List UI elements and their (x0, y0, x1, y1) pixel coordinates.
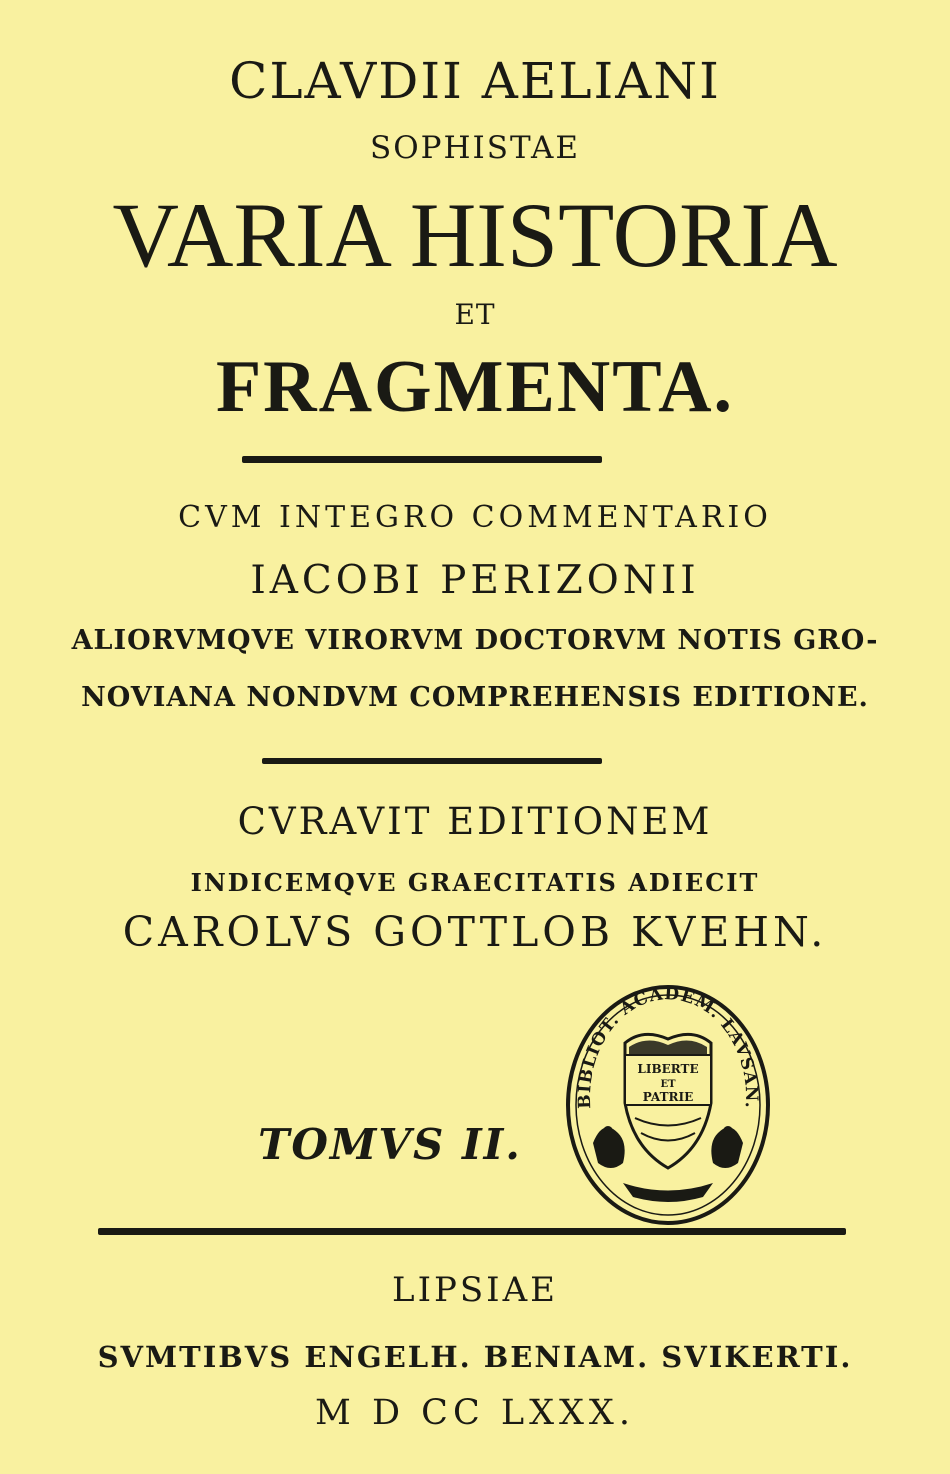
library-stamp-icon (563, 983, 773, 1228)
divider-rule (262, 758, 602, 764)
book-title: VARIA HISTORIA (112, 184, 838, 286)
author-name: CLAVDII AELIANI (229, 52, 721, 110)
book-title-second: FRAGMENTA. (215, 346, 735, 428)
publication-year: M D CC LXXX. (315, 1393, 635, 1433)
index-line: INDICEMQVE GRAECITATIS ADIECIT (190, 868, 760, 897)
commentator-name: IACOBI PERIZONII (250, 558, 700, 603)
place-of-publication: LIPSIAE (392, 1270, 558, 1310)
stamp-motto-1: LIBERTE (637, 1062, 699, 1076)
stamp-motto-3: PATRIE (642, 1090, 694, 1104)
notes-line-1: ALIORVMQVE VIRORVM DOCTORVM NOTIS GRO- (71, 625, 879, 656)
commentary-line: CVM INTEGRO COMMENTARIO (178, 500, 772, 535)
divider-rule (242, 456, 602, 463)
volume-label: TOMVS II. (258, 1120, 522, 1169)
editor-line: CVRAVIT EDITIONEM (237, 800, 713, 843)
notes-line-2: NOVIANA NONDVM COMPREHENSIS EDITIONE. (81, 682, 869, 713)
stamp-ring-text: BIBLIOT. ACADEM. LAVSAN. (574, 984, 762, 1110)
publisher-line: SVMTIBVS ENGELH. BENIAM. SVIKERTI. (97, 1340, 853, 1374)
title-conjunction: ET (454, 298, 496, 331)
editor-name: CAROLVS GOTTLOB KVEHN. (122, 908, 828, 956)
author-epithet: SOPHISTAE (369, 130, 581, 166)
divider-rule (98, 1228, 846, 1235)
stamp-motto-2: ET (660, 1079, 676, 1090)
